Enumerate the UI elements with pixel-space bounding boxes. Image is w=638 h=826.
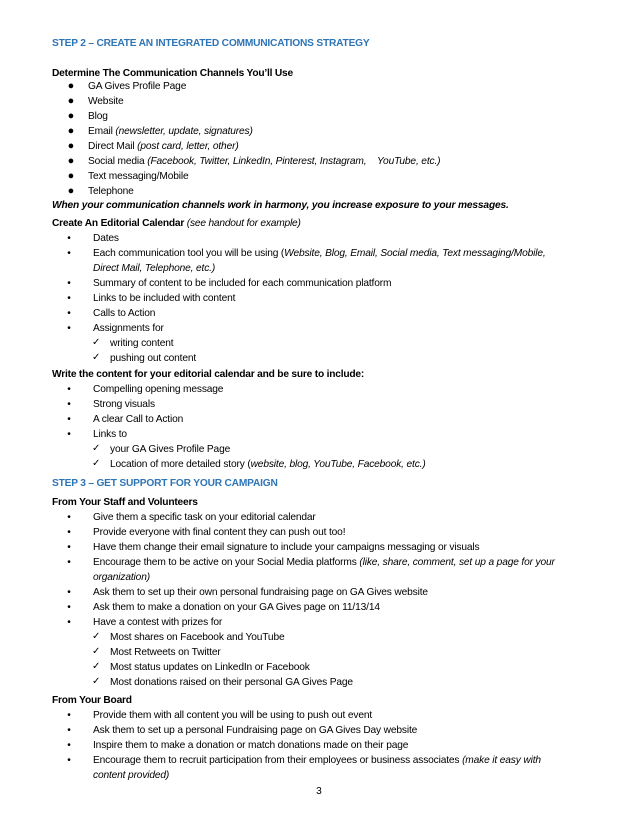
calendar-heading: Create An Editorial Calendar (see handout for example)	[52, 218, 301, 229]
bullet-icon: •	[67, 308, 71, 319]
bullet-icon: •	[67, 617, 71, 628]
list-item: Give them a specific task on your editorial calendar	[93, 512, 316, 523]
list-item: Telephone	[88, 186, 134, 197]
list-item: Ask them to set up a personal Fundraising page on GA Gives Day website	[93, 725, 418, 736]
list-item: Strong visuals	[93, 399, 155, 410]
bullet-icon: •	[67, 384, 71, 395]
step2-title: STEP 2 – CREATE AN INTEGRATED COMMUNICATIONS STRATEGY	[52, 38, 370, 49]
list-item: Encourage them to be active on your Social Media platforms (like, share, comment, set up a page for your	[93, 557, 555, 568]
step3-title: STEP 3 – GET SUPPORT FOR YOUR CAMPAIGN	[52, 478, 278, 489]
sub-item: your GA Gives Profile Page	[110, 444, 231, 455]
list-item: Inspire them to make a donation or match donations made on their page	[93, 740, 409, 751]
list-item: Email (newsletter, update, signatures)	[88, 126, 253, 137]
checkmark-icon: ✓	[92, 352, 101, 363]
harmony-note: When your communication channels work in harmony, you increase exposure to your messages.	[52, 200, 509, 211]
bullet-icon: •	[67, 542, 71, 553]
list-item: Each communication tool you will be using (Website, Blog, Email, Social media, Text messaging/Mobile,	[93, 248, 546, 259]
bullet-icon: •	[67, 293, 71, 304]
bullet-icon: ●	[67, 140, 75, 152]
checkmark-icon: ✓	[92, 337, 101, 348]
bullet-icon: ●	[67, 110, 75, 122]
list-item: Blog	[88, 111, 108, 122]
checkmark-icon: ✓	[92, 646, 101, 657]
bullet-icon: ●	[67, 125, 75, 137]
bullet-icon: •	[67, 323, 71, 334]
bullet-icon: •	[67, 557, 71, 568]
list-item: Ask them to set up their own personal fundraising page on GA Gives website	[93, 587, 428, 598]
sub-item: Most shares on Facebook and YouTube	[110, 632, 285, 643]
bullet-icon: ●	[67, 185, 75, 197]
bullet-icon: •	[67, 248, 71, 259]
list-item: Website	[88, 96, 124, 107]
board-heading: From Your Board	[52, 695, 132, 706]
bullet-icon: •	[67, 725, 71, 736]
sub-item: Most status updates on LinkedIn or Facebook	[110, 662, 310, 673]
bullet-icon: •	[67, 399, 71, 410]
list-item-continuation: content provided)	[93, 770, 170, 781]
sub-item: writing content	[110, 338, 174, 349]
sub-item: Location of more detailed story (website, blog, YouTube, Facebook, etc.)	[110, 459, 426, 470]
checkmark-icon: ✓	[92, 631, 101, 642]
bullet-icon: •	[67, 755, 71, 766]
channels-heading: Determine The Communication Channels You’ll Use	[52, 68, 293, 79]
bullet-icon: •	[67, 527, 71, 538]
write-heading: Write the content for your editorial calendar and be sure to include:	[52, 369, 365, 380]
list-item: Have a contest with prizes for	[93, 617, 223, 628]
checkmark-icon: ✓	[92, 661, 101, 672]
bullet-icon: •	[67, 587, 71, 598]
list-item: Encourage them to recruit participation from their employees or business associates (make it easy with	[93, 755, 541, 766]
list-item: Ask them to make a donation on your GA Gives page on 11/13/14	[93, 602, 380, 613]
list-item: Have them change their email signature to include your campaigns messaging or visuals	[93, 542, 480, 553]
bullet-icon: ●	[67, 95, 75, 107]
list-item: Provide them with all content you will be using to push out event	[93, 710, 373, 721]
list-item: GA Gives Profile Page	[88, 81, 187, 92]
bullet-icon: •	[67, 740, 71, 751]
bullet-icon: ●	[67, 80, 75, 92]
bullet-icon: •	[67, 429, 71, 440]
checkmark-icon: ✓	[92, 676, 101, 687]
page-number: 3	[316, 786, 322, 797]
bullet-icon: •	[67, 278, 71, 289]
checkmark-icon: ✓	[92, 443, 101, 454]
list-item: Provide everyone with final content they can push out too!	[93, 527, 346, 538]
bullet-icon: •	[67, 414, 71, 425]
list-item-continuation: Direct Mail, Telephone, etc.)	[93, 263, 216, 274]
bullet-icon: •	[67, 602, 71, 613]
bullet-icon: ●	[67, 170, 75, 182]
list-item: Dates	[93, 233, 119, 244]
checkmark-icon: ✓	[92, 458, 101, 469]
bullet-icon: ●	[67, 155, 75, 167]
bullet-icon: •	[67, 710, 71, 721]
list-item: A clear Call to Action	[93, 414, 184, 425]
list-item: Social media (Facebook, Twitter, LinkedIn, Pinterest, Instagram, YouTube, etc.)	[88, 156, 441, 167]
bullet-icon: •	[67, 512, 71, 523]
staff-heading: From Your Staff and Volunteers	[52, 497, 198, 508]
list-item: Summary of content to be included for each communication platform	[93, 278, 392, 289]
bullet-icon: •	[67, 233, 71, 244]
sub-item: Most donations raised on their personal GA Gives Page	[110, 677, 353, 688]
sub-item: pushing out content	[110, 353, 197, 364]
list-item: Links to	[93, 429, 127, 440]
list-item: Calls to Action	[93, 308, 156, 319]
sub-item: Most Retweets on Twitter	[110, 647, 221, 658]
list-item: Compelling opening message	[93, 384, 224, 395]
list-item-continuation: organization)	[93, 572, 150, 583]
list-item: Assignments for	[93, 323, 164, 334]
list-item: Direct Mail (post card, letter, other)	[88, 141, 239, 152]
list-item: Text messaging/Mobile	[88, 171, 189, 182]
list-item: Links to be included with content	[93, 293, 236, 304]
